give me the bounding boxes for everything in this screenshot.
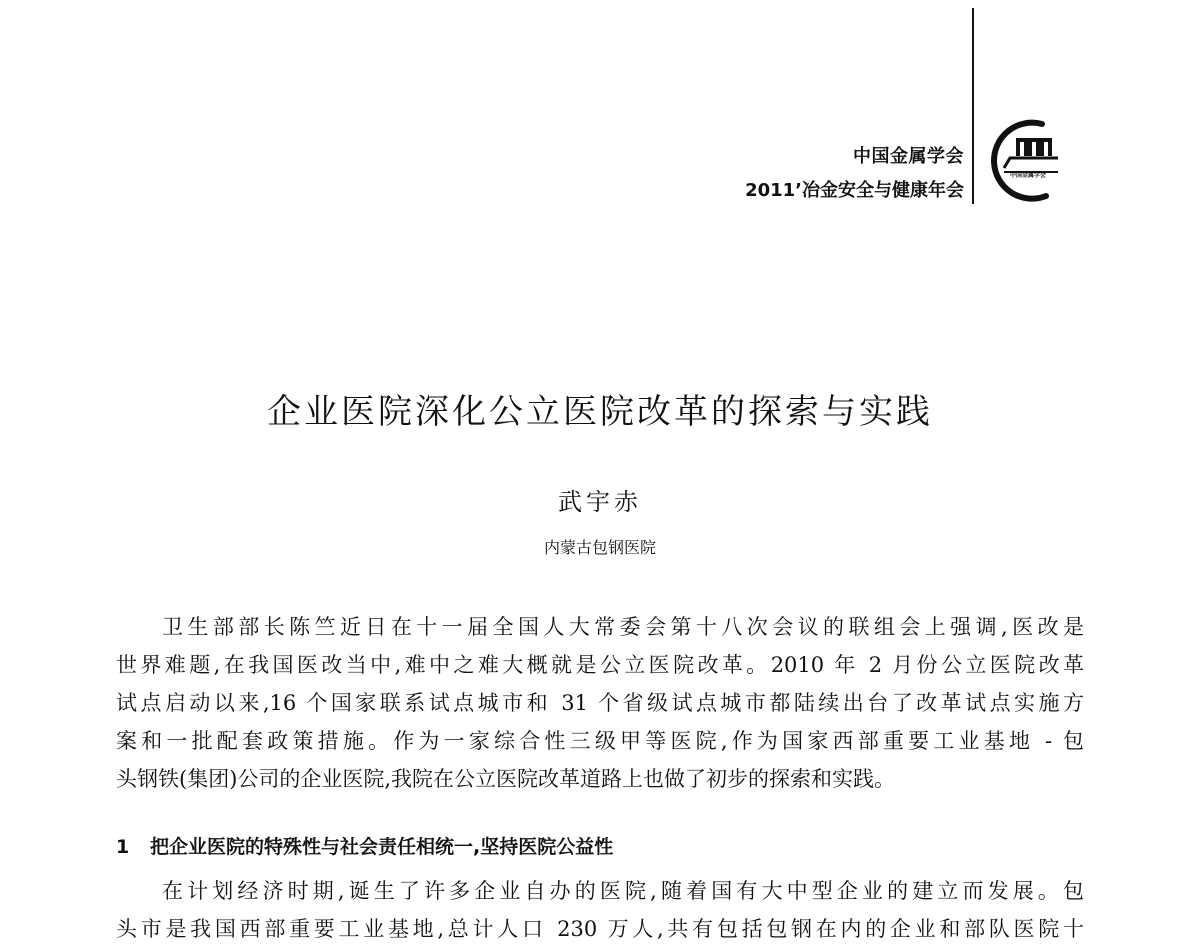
conference-organization: 中国金属学会 (853, 146, 964, 167)
section-heading (116, 832, 613, 859)
paragraph-line: 世界难题,在我国医改当中,难中之难大概就是公立医院改革。2010 年 2 月份公立医院改革 (116, 653, 1084, 677)
header-divider-rule (972, 8, 974, 204)
paragraph-line: 在计划经济时期,诞生了许多企业自办的医院,随着国有大中型企业的建立而发展。包 (162, 879, 1084, 903)
society-logo-graphic (982, 116, 1068, 204)
paper-title: 企业医院深化公立医院改革的探索与实践 (267, 392, 933, 432)
author-affiliation: 内蒙古包钢医院 (543, 538, 656, 557)
paragraph-line: 头市是我国西部重要工业基地,总计人口 230 万人,共有包括包钢在内的企业和部队医院十 (116, 917, 1084, 941)
paragraph-line: 试点启动以来,16 个国家联系试点城市和 31 个省级试点城市都陆续出台了改革试点实施方 (116, 691, 1084, 715)
paragraph-line: 卫生部部长陈竺近日在十一届全国人大常委会第十八次会议的联组会上强调,医改是 (162, 615, 1084, 639)
paragraph-line: 头钢铁(集团)公司的企业医院,我院在公立医院改革道路上也做了初步的探索和实践。 (116, 767, 896, 791)
paragraph-line: 案和一批配套政策措施。作为一家综合性三级甲等医院,作为国家西部重要工业基地 - 包 (116, 729, 1084, 753)
section-heading-text: 把企业医院的特殊性与社会责任相统一,坚持医院公益性 (150, 836, 614, 858)
author-name: 武宇赤 (558, 488, 642, 516)
section-number: 1 (116, 836, 130, 858)
society-logo-icon (982, 116, 1068, 204)
conference-name: 2011’冶金安全与健康年会 (745, 180, 964, 201)
logo-caption: 中国金属学会 (1010, 172, 1047, 179)
